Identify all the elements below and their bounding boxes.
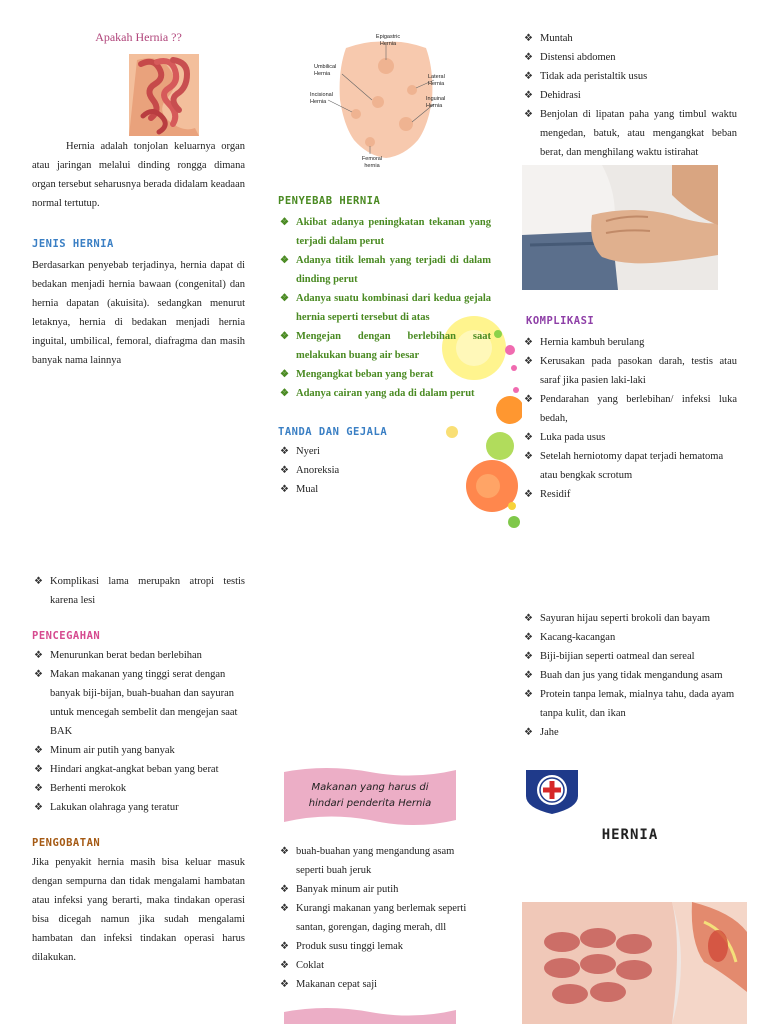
list-item: ❖ Makanan cepat saji	[278, 975, 478, 994]
list-item: ❖ Benjolan di lipatan paha yang timbul waktu mengedan, batuk, atau mengangkat beban berat, dan menghilang waktu istirahat	[522, 105, 737, 162]
anjuran-block	[522, 609, 737, 742]
list-item: ❖ Coklat	[278, 956, 478, 975]
institution-logo	[522, 766, 582, 816]
list-item: ❖ Muntah	[522, 29, 737, 48]
heading-penyebab: PENYEBAB HERNIA	[278, 195, 381, 207]
pengobatan-paragraph: Jika penyakit hernia masih bisa keluar masuk dengan sempurna dan tidak mengalami hambatan atau infeksi yang berarti, maka tindakan operasi bisa dicegah namun jika sudah mengalami hambatan dan infeksi tindakan operasi harus dilakukan.	[32, 857, 245, 963]
diamond-bullet-icon: ❖	[34, 650, 43, 661]
title-apakah-hernia: Apakah Hernia ??	[95, 30, 182, 44]
list-item: ❖ Mual	[278, 480, 418, 499]
diamond-bullet-icon: ❖	[280, 941, 289, 952]
penyebab-list	[278, 213, 491, 403]
diamond-bullet-icon: ❖	[524, 670, 533, 681]
label-inguinal: Inguinal Hernia	[426, 96, 446, 109]
cover-abdomen-photo	[522, 902, 747, 1024]
cover-title: HERNIA	[601, 827, 659, 843]
hindari-list	[278, 842, 478, 994]
list-item: ❖ Nyeri	[278, 442, 418, 461]
pencegahan-list	[32, 646, 245, 817]
diamond-bullet-icon: ❖	[280, 903, 289, 914]
diamond-bullet-icon: ❖	[34, 669, 43, 680]
banner-makanan-hindari	[282, 766, 458, 828]
diamond-bullet-icon: ❖	[524, 613, 533, 624]
diamond-bullet-icon: ❖	[280, 884, 289, 895]
hernia-types-diagram	[308, 30, 464, 175]
panel-top-middle	[278, 195, 491, 499]
diamond-bullet-icon: ❖	[280, 293, 289, 304]
gejala-list	[522, 29, 737, 162]
diamond-bullet-icon: ❖	[524, 337, 533, 348]
list-item: ❖ Makan makanan yang tinggi serat dengan banyak biji-bijan, buah-buahan dan sayuran untuk mencegah sembelit dan mengejan saat BAK	[32, 665, 245, 741]
list-item: ❖ Hindari angkat-angkat beban yang berat	[32, 760, 245, 779]
list-item: ❖ Setelah herniotomy dapat terjadi hematoma atau bengkak scrotum	[522, 447, 737, 485]
diamond-bullet-icon: ❖	[280, 446, 289, 457]
diamond-bullet-icon: ❖	[524, 109, 533, 120]
anjuran-list	[522, 609, 737, 742]
list-item: ❖ Akibat adanya peningkatan tekanan yang terjadi dalam perut	[278, 213, 491, 251]
diamond-bullet-icon: ❖	[524, 71, 533, 82]
hindari-block	[278, 842, 478, 994]
list-item: ❖ Luka pada usus	[522, 428, 737, 447]
diamond-bullet-icon: ❖	[280, 217, 289, 228]
label-lateral: Lateral Hernia	[428, 74, 445, 87]
diamond-bullet-icon: ❖	[280, 846, 289, 857]
komplikasi-block	[522, 315, 737, 504]
heading-jenis-hernia: JENIS HERNIA	[32, 238, 114, 250]
diamond-bullet-icon: ❖	[34, 783, 43, 794]
diamond-bullet-icon: ❖	[524, 489, 533, 500]
diamond-bullet-icon: ❖	[280, 960, 289, 971]
diamond-bullet-icon: ❖	[524, 90, 533, 101]
diamond-bullet-icon: ❖	[524, 689, 533, 700]
list-item: ❖ Adanya suatu kombinasi dari kedua gejala hernia seperti tersebut di atas	[278, 289, 491, 327]
list-item: ❖ Komplikasi lama merupakn atropi testis karena lesi	[32, 572, 245, 610]
diamond-bullet-icon: ❖	[34, 802, 43, 813]
diamond-bullet-icon: ❖	[280, 369, 289, 380]
list-item: ❖ Sayuran hijau seperti brokoli dan bayam	[522, 609, 737, 628]
list-item: ❖ Biji-bijian seperti oatmeal dan sereal	[522, 647, 737, 666]
hip-pain-photo	[522, 165, 718, 290]
heading-tanda-gejala: TANDA DAN GEJALA	[278, 426, 388, 438]
diamond-bullet-icon: ❖	[524, 432, 533, 443]
banner-bottom-partial	[282, 1006, 458, 1024]
jenis-paragraph: Berdasarkan penyebab terjadinya, hernia dapat di bedakan menjadi hernia bawaan (congenital) dan hernia dapatan (akuisita). sedangkan menurut letaknya, hernia di bedakan menjadi hernia inguital, umbilical, femoral, diafragma dan masih banyak nama lainnya	[32, 260, 245, 366]
komplikasi-list	[522, 333, 737, 504]
diamond-bullet-icon: ❖	[524, 52, 533, 63]
list-item: ❖ Minum air putih yang banyak	[32, 741, 245, 760]
diamond-bullet-icon: ❖	[524, 651, 533, 662]
list-item: ❖ Anoreksia	[278, 461, 418, 480]
list-item: ❖ Dehidrasi	[522, 86, 737, 105]
intestine-illustration	[129, 54, 199, 136]
list-item: ❖ Kerusakan pada pasokan darah, testis atau saraf jika pasien laki-laki	[522, 352, 737, 390]
list-item: ❖ Lakukan olahraga yang teratur	[32, 798, 245, 817]
heading-pencegahan: PENCEGAHAN	[32, 630, 101, 642]
label-femoral: Femoral hernia	[361, 156, 383, 169]
diamond-bullet-icon: ❖	[280, 465, 289, 476]
list-item: ❖ Jahe	[522, 723, 737, 742]
list-item: ❖ Adanya titik lemah yang terjadi di dalam dinding perut	[278, 251, 491, 289]
list-item: ❖ Produk susu tinggi lemak	[278, 937, 478, 956]
diamond-bullet-icon: ❖	[280, 979, 289, 990]
diamond-bullet-icon: ❖	[280, 388, 289, 399]
diamond-bullet-icon: ❖	[524, 727, 533, 738]
diamond-bullet-icon: ❖	[280, 255, 289, 266]
list-item: ❖ Buah dan jus yang tidak mengandung asam	[522, 666, 737, 685]
label-umbilical: Umbilical Hernia	[314, 64, 337, 77]
heading-komplikasi: KOMPLIKASI	[526, 315, 595, 327]
diamond-bullet-icon: ❖	[524, 394, 533, 405]
list-item: ❖ Menurunkan berat bedan berlebihan	[32, 646, 245, 665]
list-item: ❖ Kurangi makanan yang berlemak seperti santan, gorengan, daging merah, dll	[278, 899, 478, 937]
list-item: ❖ Banyak minum air putih	[278, 880, 478, 899]
diamond-bullet-icon: ❖	[34, 764, 43, 775]
list-item: ❖ Mengangkat beban yang berat	[278, 365, 491, 384]
diamond-bullet-icon: ❖	[280, 331, 289, 342]
panel-bottom-left	[32, 572, 245, 967]
diamond-bullet-icon: ❖	[34, 576, 43, 587]
list-item: ❖ Kacang-kacangan	[522, 628, 737, 647]
tanda-list	[278, 442, 418, 499]
list-item: ❖ Hernia kambuh berulang	[522, 333, 737, 352]
panel-top-right	[522, 29, 737, 162]
list-item: ❖ Residif	[522, 485, 737, 504]
list-item: ❖ buah-buahan yang mengandung asam seperti buah jeruk	[278, 842, 478, 880]
list-item: ❖ Tidak ada peristaltik usus	[522, 67, 737, 86]
diamond-bullet-icon: ❖	[34, 745, 43, 756]
list-item: ❖ Mengejan dengan berlebihan saat melakukan buang air besar	[278, 327, 491, 365]
label-incisional: Incisional Hernia	[310, 92, 333, 105]
banner-line-2: hindari penderita Hernia	[308, 798, 432, 809]
diamond-bullet-icon: ❖	[280, 484, 289, 495]
panel-top-left	[32, 30, 245, 45]
list-item: ❖ Adanya cairan yang ada di dalam perut	[278, 384, 491, 403]
diamond-bullet-icon: ❖	[524, 632, 533, 643]
label-epigastric: Epigastric Hernia	[375, 34, 401, 47]
diamond-bullet-icon: ❖	[524, 451, 533, 462]
heading-pengobatan: PENGOBATAN	[32, 837, 101, 849]
list-item: ❖ Pendarahan yang berlebihan/ infeksi luka bedah,	[522, 390, 737, 428]
banner-text	[282, 780, 458, 812]
list-item: ❖ Distensi abdomen	[522, 48, 737, 67]
diamond-bullet-icon: ❖	[524, 356, 533, 367]
list-item: ❖ Protein tanpa lemak, mialnya tahu, dada ayam tanpa kulit, dan ikan	[522, 685, 737, 723]
intro-block	[32, 137, 245, 370]
diamond-bullet-icon: ❖	[524, 33, 533, 44]
komplikasi-cont-list	[32, 572, 245, 610]
list-item: ❖ Berhenti merokok	[32, 779, 245, 798]
intro-paragraph: Hernia adalah tonjolan keluarnya organ atau jaringan melalui dinding rongga dimana organ tersebut seharusnya berada didalam keadaan normal tertutup.	[32, 141, 245, 209]
banner-line-1: Makanan yang harus di	[311, 782, 429, 793]
